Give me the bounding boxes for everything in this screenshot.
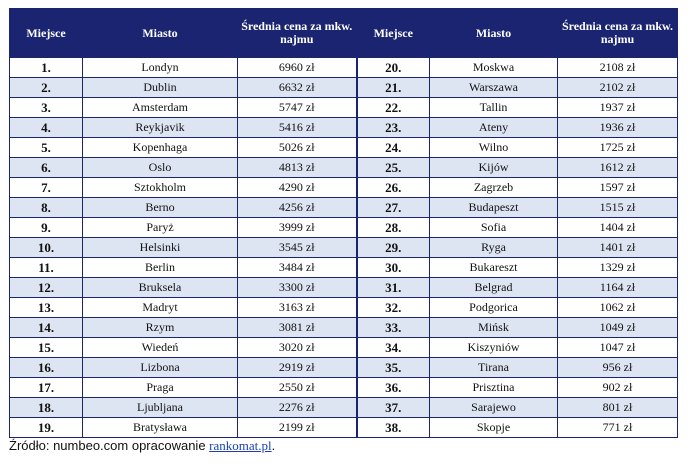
rank-cell: 9. [10,218,83,238]
table-row [10,358,678,378]
table-row [10,218,678,238]
rank-cell: 17. [10,378,83,398]
city-cell: Ljubljana [83,398,238,418]
table-row [10,418,678,438]
header-rank-left: Miejsce [10,9,83,58]
table-row [10,298,678,318]
city-cell: Sarajewo [430,398,558,418]
price-cell: 1725 zł [558,138,678,158]
city-cell: Mińsk [430,318,558,338]
table-row [10,258,678,278]
price-cell: 2550 zł [238,378,357,398]
city-cell: Moskwa [430,58,558,78]
rank-cell: 22. [357,98,430,118]
city-cell: Helsinki [83,238,238,258]
rank-cell: 2. [10,78,83,98]
price-cell: 801 zł [558,398,678,418]
rank-cell: 8. [10,198,83,218]
city-cell: Wilno [430,138,558,158]
city-cell: Budapeszt [430,198,558,218]
rank-cell: 11. [10,258,83,278]
city-cell: Prisztina [430,378,558,398]
rank-cell: 36. [357,378,430,398]
city-cell: Berno [83,198,238,218]
rank-cell: 30. [357,258,430,278]
rank-cell: 4. [10,118,83,138]
price-cell: 1164 zł [558,278,678,298]
city-cell: Reykjavik [83,118,238,138]
rank-cell: 38. [357,418,430,438]
price-cell: 3545 zł [238,238,357,258]
header-city-left: Miasto [83,9,238,58]
table-row [10,58,678,78]
city-cell: Oslo [83,158,238,178]
rent-price-table [9,8,678,438]
rank-cell: 27. [357,198,430,218]
rank-cell: 29. [357,238,430,258]
price-cell: 1515 zł [558,198,678,218]
city-cell: Bukareszt [430,258,558,278]
city-cell: Zagrzeb [430,178,558,198]
price-cell: 2919 zł [238,358,357,378]
city-cell: Warszawa [430,78,558,98]
rank-cell: 35. [357,358,430,378]
city-cell: Kijów [430,158,558,178]
city-cell: Londyn [83,58,238,78]
table-row [10,198,678,218]
price-cell: 6960 zł [238,58,357,78]
city-cell: Kiszyniów [430,338,558,358]
price-cell: 956 zł [558,358,678,378]
header-rank-right: Miejsce [357,9,430,58]
city-cell: Podgorica [430,298,558,318]
price-cell: 3999 zł [238,218,357,238]
table-header-row [10,9,678,58]
price-cell: 1062 zł [558,298,678,318]
city-cell: Rzym [83,318,238,338]
price-cell: 3020 zł [238,338,357,358]
price-cell: 1597 zł [558,178,678,198]
rank-cell: 25. [357,158,430,178]
city-cell: Berlin [83,258,238,278]
source-note [9,437,275,455]
rank-cell: 19. [10,418,83,438]
price-cell: 4256 zł [238,198,357,218]
price-cell: 2276 zł [238,398,357,418]
rank-cell: 3. [10,98,83,118]
rank-cell: 7. [10,178,83,198]
city-cell: Tallin [430,98,558,118]
city-cell: Lizbona [83,358,238,378]
table-body [10,58,678,438]
price-cell: 4813 zł [238,158,357,178]
city-cell: Amsterdam [83,98,238,118]
source-suffix: . [271,438,276,453]
rank-cell: 23. [357,118,430,138]
table-row [10,138,678,158]
table-row [10,118,678,138]
table-row [10,78,678,98]
rank-cell: 12. [10,278,83,298]
table-row [10,98,678,118]
price-cell: 902 zł [558,378,678,398]
city-cell: Ryga [430,238,558,258]
rank-cell: 20. [357,58,430,78]
price-cell: 5747 zł [238,98,357,118]
price-cell: 6632 zł [238,78,357,98]
price-cell: 2102 zł [558,78,678,98]
source-prefix: Źródło: numbeo.com opracowanie [9,438,210,453]
rank-cell: 18. [10,398,83,418]
price-cell: 1612 zł [558,158,678,178]
price-cell: 1329 zł [558,258,678,278]
city-cell: Skopje [430,418,558,438]
price-cell: 3484 zł [238,258,357,278]
city-cell: Ateny [430,118,558,138]
city-cell: Bruksela [83,278,238,298]
price-cell: 3163 zł [238,298,357,318]
rank-cell: 34. [357,338,430,358]
price-cell: 1936 zł [558,118,678,138]
rank-cell: 37. [357,398,430,418]
price-cell: 2108 zł [558,58,678,78]
city-cell: Sofia [430,218,558,238]
table-row [10,158,678,178]
city-cell: Praga [83,378,238,398]
table-row [10,238,678,258]
price-cell: 1404 zł [558,218,678,238]
source-link[interactable]: rankomat.pl [209,438,272,453]
rank-cell: 1. [10,58,83,78]
price-cell: 4290 zł [238,178,357,198]
price-cell: 1401 zł [558,238,678,258]
rank-cell: 28. [357,218,430,238]
rank-cell: 6. [10,158,83,178]
rank-cell: 21. [357,78,430,98]
city-cell: Sztokholm [83,178,238,198]
header-price-left: Średnia cena za mkw. najmu [238,9,357,58]
price-cell: 5416 zł [238,118,357,138]
rank-cell: 15. [10,338,83,358]
rank-cell: 14. [10,318,83,338]
price-cell: 1047 zł [558,338,678,358]
header-city-right: Miasto [430,9,558,58]
rank-cell: 26. [357,178,430,198]
table-row [10,178,678,198]
price-cell: 5026 zł [238,138,357,158]
city-cell: Tirana [430,358,558,378]
header-price-right: Średnia cena za mkw. najmu [558,9,678,58]
city-cell: Paryż [83,218,238,238]
table-row [10,338,678,358]
price-cell: 3081 zł [238,318,357,338]
rank-cell: 24. [357,138,430,158]
rank-cell: 13. [10,298,83,318]
rank-cell: 10. [10,238,83,258]
table-row [10,318,678,338]
rank-cell: 5. [10,138,83,158]
city-cell: Dublin [83,78,238,98]
city-cell: Bratysława [83,418,238,438]
rank-cell: 33. [357,318,430,338]
table-row [10,378,678,398]
price-cell: 1937 zł [558,98,678,118]
price-cell: 1049 zł [558,318,678,338]
table-row [10,278,678,298]
city-cell: Wiedeń [83,338,238,358]
rank-cell: 16. [10,358,83,378]
price-cell: 2199 zł [238,418,357,438]
rank-cell: 31. [357,278,430,298]
city-cell: Madryt [83,298,238,318]
table-row [10,398,678,418]
price-cell: 3300 zł [238,278,357,298]
city-cell: Kopenhaga [83,138,238,158]
price-cell: 771 zł [558,418,678,438]
city-cell: Belgrad [430,278,558,298]
rank-cell: 32. [357,298,430,318]
